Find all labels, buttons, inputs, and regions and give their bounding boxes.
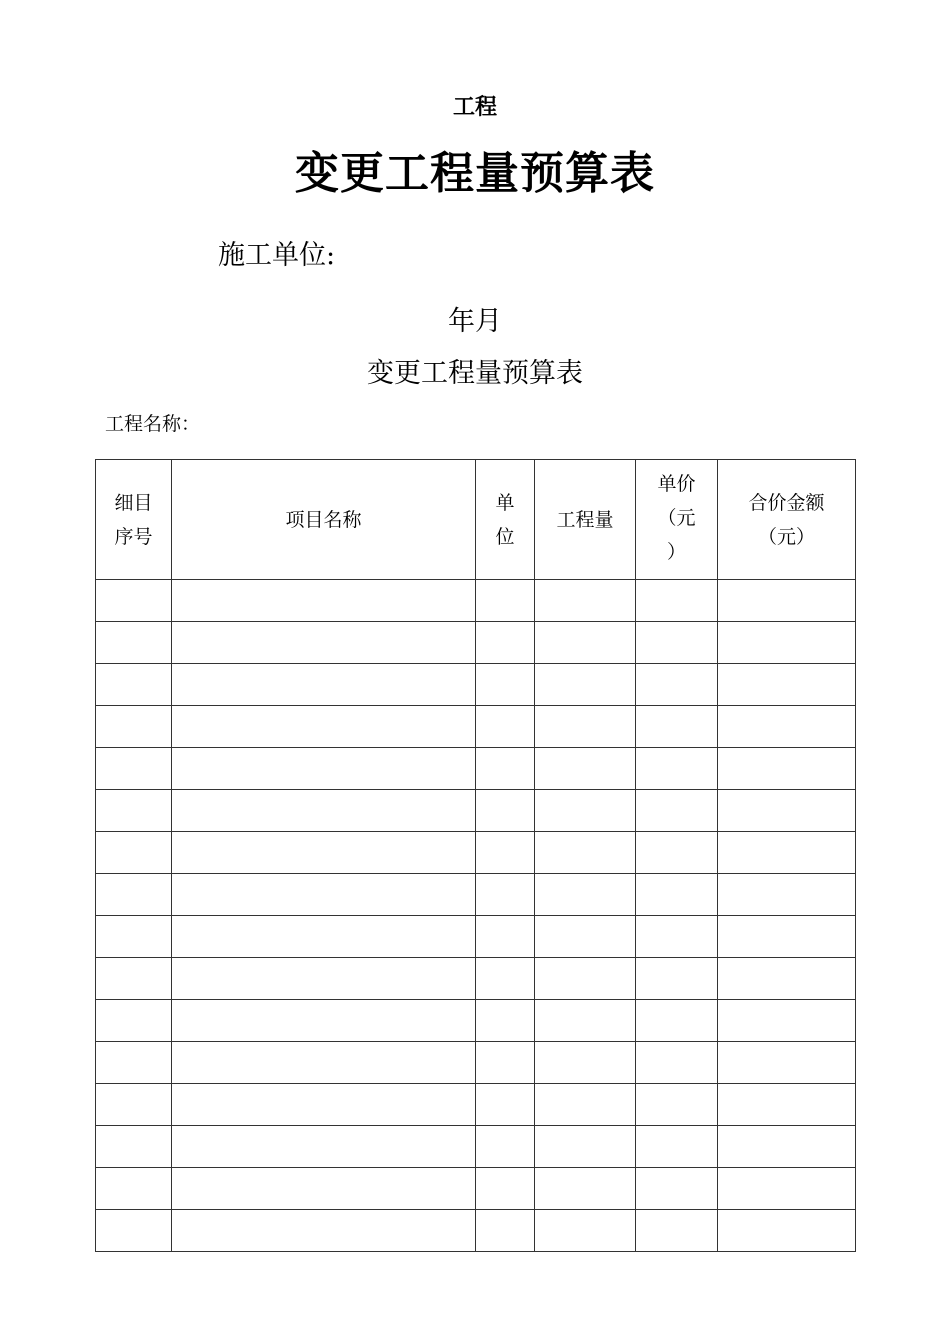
table-row [96,1084,856,1126]
cell-total [718,706,856,748]
cell-item-name [172,916,476,958]
header-total-line-1: 合价金额 [748,491,825,514]
cover-top-label: 工程 [452,94,497,120]
cell-unit [476,1084,535,1126]
cell-quantity [535,1084,636,1126]
cell-quantity [535,958,636,1000]
form-title: 变更工程量预算表 [367,358,583,389]
cell-item-name [172,790,476,832]
cell-unit-price [636,664,718,706]
header-item-name: 项目名称 [172,460,476,580]
cell-quantity [535,748,636,790]
cell-seq [96,664,172,706]
cell-seq [96,580,172,622]
cell-quantity [535,1126,636,1168]
table-body [96,580,856,1252]
cell-unit-price [636,1168,718,1210]
table-row [96,874,856,916]
table-header-row [96,460,856,580]
cell-total [718,664,856,706]
cell-quantity [535,664,636,706]
cell-quantity [535,874,636,916]
cell-seq [96,1126,172,1168]
cell-total [718,622,856,664]
cell-seq [96,622,172,664]
cell-unit [476,874,535,916]
cell-seq [96,1168,172,1210]
cell-unit-price [636,958,718,1000]
cell-unit-price [636,832,718,874]
cell-total [718,874,856,916]
cell-unit [476,664,535,706]
table-row [96,748,856,790]
table-row [96,1042,856,1084]
cell-seq [96,832,172,874]
cell-item-name [172,958,476,1000]
cell-item-name [172,1000,476,1042]
cell-item-name [172,622,476,664]
table-row [96,832,856,874]
cell-item-name [172,874,476,916]
table-row [96,1168,856,1210]
header-total [718,460,856,580]
cover-title: 变更工程量预算表 [295,148,655,199]
cell-quantity [535,1168,636,1210]
header-unit-price-line-2: （元 [657,506,696,529]
cell-seq [96,958,172,1000]
cell-unit-price [636,1042,718,1084]
cell-unit-price [636,1210,718,1252]
cell-unit [476,706,535,748]
cell-total [718,1210,856,1252]
cell-seq [96,1084,172,1126]
cell-unit [476,958,535,1000]
cell-quantity [535,1000,636,1042]
date-label: 年月 [448,306,502,337]
table-row [96,1126,856,1168]
cell-item-name [172,832,476,874]
cell-quantity [535,790,636,832]
cell-item-name [172,748,476,790]
cell-total [718,1126,856,1168]
cell-seq [96,1210,172,1252]
header-total-line-2: （元） [757,525,815,548]
cell-unit-price [636,790,718,832]
cell-item-name [172,1126,476,1168]
cell-unit-price [636,622,718,664]
cell-seq [96,1042,172,1084]
table-row [96,916,856,958]
cell-unit [476,1000,535,1042]
cell-unit [476,580,535,622]
table-row [96,622,856,664]
cell-quantity [535,706,636,748]
cell-quantity [535,832,636,874]
cell-quantity [535,580,636,622]
cell-unit-price [636,748,718,790]
cell-quantity [535,1042,636,1084]
construction-unit-label: 施工单位: [218,240,336,271]
cell-unit [476,1042,535,1084]
cell-quantity [535,1210,636,1252]
cell-seq [96,1000,172,1042]
cell-seq [96,790,172,832]
cell-unit [476,622,535,664]
header-seq-line-1: 细目 [114,491,153,514]
table-row [96,790,856,832]
header-unit [476,460,535,580]
cell-unit-price [636,874,718,916]
cell-unit [476,790,535,832]
cell-unit-price [636,1000,718,1042]
cell-unit [476,1126,535,1168]
cell-item-name [172,580,476,622]
budget-table [95,459,856,1252]
header-unit-line-2: 位 [495,525,515,548]
cell-total [718,958,856,1000]
cell-unit-price [636,1084,718,1126]
cell-total [718,1168,856,1210]
cell-item-name [172,664,476,706]
cell-seq [96,874,172,916]
cell-unit [476,832,535,874]
cell-unit [476,748,535,790]
header-quantity: 工程量 [535,460,636,580]
table-row [96,664,856,706]
cell-seq [96,748,172,790]
project-name-label: 工程名称： [105,413,201,435]
cell-item-name [172,1084,476,1126]
table-row [96,1000,856,1042]
header-unit-price [636,460,718,580]
cell-quantity [535,916,636,958]
table-row [96,958,856,1000]
cell-seq [96,916,172,958]
header-seq [96,460,172,580]
cell-item-name [172,1210,476,1252]
cell-item-name [172,1168,476,1210]
cell-unit-price [636,1126,718,1168]
cell-unit [476,916,535,958]
cell-seq [96,706,172,748]
cell-total [718,1000,856,1042]
header-unit-price-line-1: 单价 [657,472,696,495]
cell-total [718,1042,856,1084]
cell-unit-price [636,916,718,958]
cell-item-name [172,1042,476,1084]
cell-total [718,748,856,790]
cell-total [718,1084,856,1126]
cell-quantity [535,622,636,664]
header-seq-line-2: 序号 [114,525,153,548]
table-row [96,706,856,748]
cell-unit [476,1210,535,1252]
cell-total [718,916,856,958]
cell-unit-price [636,580,718,622]
cell-unit-price [636,706,718,748]
header-unit-line-1: 单 [495,491,515,514]
header-unit-price-line-3: ） [666,540,686,563]
cell-total [718,832,856,874]
cell-unit [476,1168,535,1210]
cell-item-name [172,706,476,748]
cell-total [718,790,856,832]
table-row [96,1210,856,1252]
cell-total [718,580,856,622]
table-row [96,580,856,622]
